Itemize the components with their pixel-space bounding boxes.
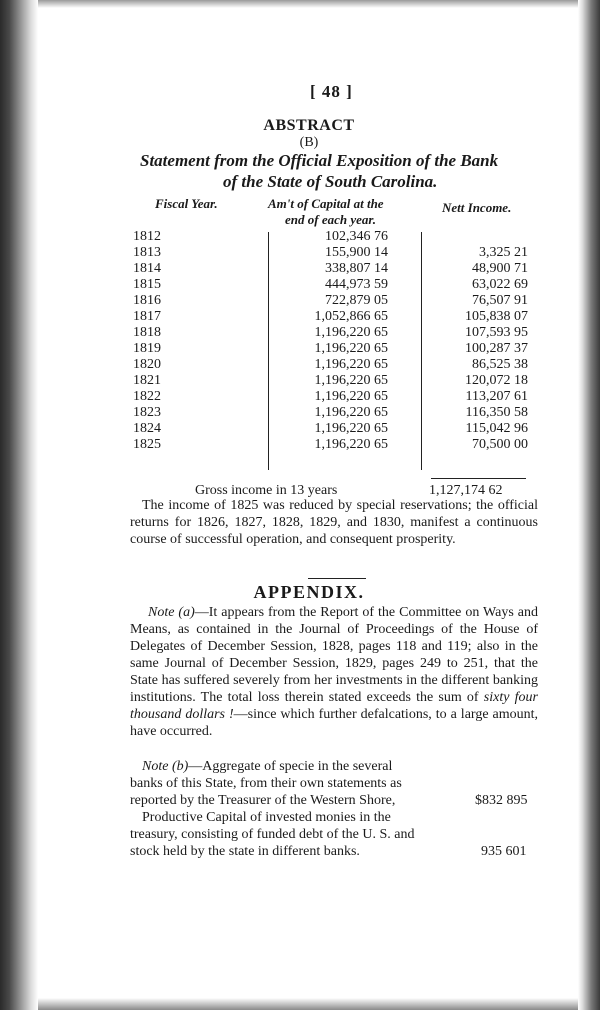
fiscal-year-cell: 1816 <box>133 293 161 308</box>
capital-cell: 1,196,220 65 <box>314 437 388 452</box>
book-spine-shadow <box>0 0 38 1010</box>
nett-income-cell: 120,072 18 <box>465 373 528 388</box>
capital-cell: 1,196,220 65 <box>314 405 388 420</box>
note-b-line6: stock held by the state in different banks. <box>130 844 360 859</box>
page-edge-right <box>578 0 600 1010</box>
note-b-line4: Productive Capital of invested monies in the <box>142 810 391 825</box>
capital-cell: 1,196,220 65 <box>314 373 388 388</box>
note-a-text-before: —It appears from the Report of the Committee on Ways and Means, as contained in the Journal of Proceedings of the House of Delegates of December Session, 1828, pages 118 and 119; also in the same Journal of December Session, 1829, pages 249 to 251, that the State has suffered severely from her investments in the different banking institutions. The total loss therein stated exceeds the sum of <box>130 605 538 705</box>
nett-income-cell: 107,593 95 <box>465 325 528 340</box>
section-rule <box>308 578 366 579</box>
column-header-fiscal-year: Fiscal Year. <box>155 196 218 211</box>
column-header-capital-line1: Am't of Capital at the <box>268 196 384 211</box>
nett-income-cell: 116,350 58 <box>465 405 528 420</box>
column-header-nett-income: Nett Income. <box>442 200 512 215</box>
note-b-line2: banks of this State, from their own statements as <box>130 776 402 791</box>
nett-income-cell: 76,507 91 <box>472 293 528 308</box>
fiscal-year-cell: 1814 <box>133 261 161 276</box>
capital-cell: 1,196,220 65 <box>314 421 388 436</box>
note-b-line5: treasury, consisting of funded debt of the U. S. and <box>130 827 415 842</box>
nett-income-cell: 48,900 71 <box>472 261 528 276</box>
capital-cell: 102,346 76 <box>325 229 388 244</box>
nett-income-cell: 105,838 07 <box>465 309 528 324</box>
section-label: (B) <box>299 135 319 150</box>
income-paragraph: The income of 1825 was reduced by special reservations; the official returns for 1826, 1827, 1828, 1829, and 1830, manifest a continuous course of successful operation, and consequent prosperity. <box>130 498 538 547</box>
capital-cell: 1,196,220 65 <box>314 389 388 404</box>
note-a-emphasis: sixty four thousand dollars ! <box>130 690 538 722</box>
column-divider-right <box>421 232 422 470</box>
appendix-heading: APPENDIX. <box>253 582 365 602</box>
statement-title-line2: of the State of South Carolina. <box>223 172 438 191</box>
capital-cell: 1,196,220 65 <box>314 357 388 372</box>
column-header-capital-line2: end of each year. <box>285 212 376 227</box>
capital-cell: 1,052,866 65 <box>314 309 388 324</box>
note-b-amount1: $832 895 <box>475 793 528 808</box>
note-b-line3: reported by the Treasurer of the Western Shore, <box>130 793 396 808</box>
fiscal-year-cell: 1821 <box>133 373 161 388</box>
statement-title-line1: Statement from the Official Exposition of the Bank <box>140 151 499 170</box>
nett-income-cell: 86,525 38 <box>472 357 528 372</box>
fiscal-year-cell: 1817 <box>133 309 161 324</box>
nett-income-cell: 63,022 69 <box>472 277 528 292</box>
nett-income-cell: 115,042 96 <box>465 421 528 436</box>
nett-income-cell: 113,207 61 <box>465 389 528 404</box>
fiscal-year-cell: 1812 <box>133 229 161 244</box>
nett-income-cell: 100,287 37 <box>465 341 528 356</box>
note-b-amount2: 935 601 <box>481 844 527 859</box>
fiscal-year-cell: 1818 <box>133 325 161 340</box>
gross-income-value: 1,127,174 62 <box>429 483 503 498</box>
sum-rule <box>431 478 526 479</box>
capital-cell: 444,973 59 <box>325 277 388 292</box>
capital-cell: 722,879 05 <box>325 293 388 308</box>
page-number: [ 48 ] <box>310 82 353 101</box>
note-b-line1 <box>142 758 392 775</box>
nett-income-cell: 3,325 21 <box>479 245 528 260</box>
column-divider-left <box>268 232 269 470</box>
fiscal-year-cell: 1820 <box>133 357 161 372</box>
note-a-paragraph <box>130 604 538 740</box>
fiscal-year-cell: 1819 <box>133 341 161 356</box>
fiscal-year-cell: 1825 <box>133 437 161 452</box>
fiscal-year-cell: 1822 <box>133 389 161 404</box>
fiscal-year-cell: 1815 <box>133 277 161 292</box>
note-a-text-after: —since which further defalcations, to a large amount, have occurred. <box>130 707 538 739</box>
capital-cell: 155,900 14 <box>325 245 388 260</box>
note-b-line1-text: —Aggregate of specie in the several <box>188 759 393 774</box>
note-b-label: Note (b) <box>142 759 189 774</box>
note-a-label: Note (a) <box>148 605 195 620</box>
fiscal-year-cell: 1823 <box>133 405 161 420</box>
nett-income-cell: 70,500 00 <box>472 437 528 452</box>
capital-cell: 1,196,220 65 <box>314 341 388 356</box>
fiscal-year-cell: 1824 <box>133 421 161 436</box>
capital-cell: 338,807 14 <box>325 261 388 276</box>
capital-cell: 1,196,220 65 <box>314 325 388 340</box>
fiscal-year-cell: 1813 <box>133 245 161 260</box>
abstract-heading: ABSTRACT <box>263 117 355 134</box>
book-page <box>40 0 578 1010</box>
gross-income-label: Gross income in 13 years <box>195 483 338 498</box>
